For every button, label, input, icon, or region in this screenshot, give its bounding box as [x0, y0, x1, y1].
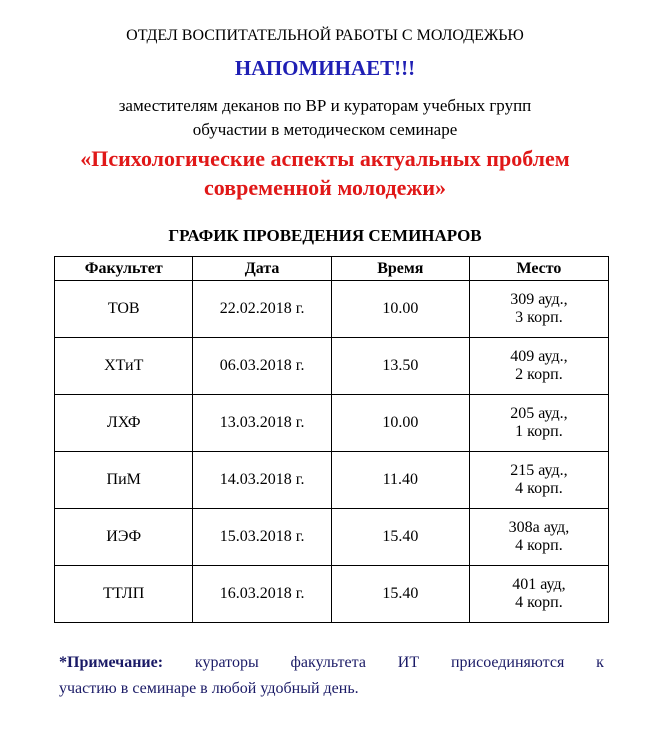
cell-date: 06.03.2018 г.	[193, 338, 331, 395]
cell-place	[469, 509, 608, 566]
footnote-label: *Примечание:	[59, 654, 164, 671]
footnote	[59, 650, 604, 702]
table-row	[55, 566, 609, 623]
place-room: 205 ауд.,	[510, 405, 568, 422]
audience-line-1: заместителям деканов по ВР и кураторам учебных групп	[118, 96, 532, 115]
place-room: 215 ауд.,	[510, 462, 568, 479]
schedule-title: ГРАФИК ПРОВЕДЕНИЯ СЕМИНАРОВ	[168, 226, 482, 245]
footnote-word: кураторы	[194, 654, 259, 671]
cell-place	[469, 395, 608, 452]
seminar-topic-line-2: современной молодежи»	[203, 175, 446, 200]
table-row	[55, 452, 609, 509]
table-row	[55, 395, 609, 452]
place-room: 309 ауд.,	[510, 291, 568, 308]
footnote-word: ИТ	[397, 654, 420, 671]
cell-date: 16.03.2018 г.	[193, 566, 331, 623]
place-room: 308а ауд,	[508, 519, 570, 536]
column-header-faculty: Факультет	[55, 257, 193, 281]
footnote-line-2: участию в семинаре в любой удобный день.	[59, 680, 359, 697]
column-header-time: Время	[331, 257, 469, 281]
place-building: 4 корп.	[515, 537, 563, 554]
cell-time: 15.40	[331, 566, 469, 623]
cell-time: 15.40	[331, 509, 469, 566]
cell-place	[469, 281, 608, 338]
footnote-word: к	[596, 654, 604, 671]
cell-time: 11.40	[331, 452, 469, 509]
cell-faculty: ТОВ	[55, 281, 193, 338]
cell-faculty: ИЭФ	[55, 509, 193, 566]
cell-faculty: ЛХФ	[55, 395, 193, 452]
table-header-row	[55, 257, 609, 281]
schedule-table	[54, 256, 609, 623]
reminder-heading: НАПОМИНАЕТ!!!	[234, 56, 416, 80]
place-building: 1 корп.	[515, 423, 563, 440]
place-building: 4 корп.	[515, 480, 563, 497]
seminar-topic-line-1: «Психологические аспекты актуальных проблем	[80, 146, 570, 171]
footnote-word: факультета	[290, 654, 366, 671]
cell-place	[469, 452, 608, 509]
cell-time: 13.50	[331, 338, 469, 395]
cell-place	[469, 566, 608, 623]
table-row	[55, 281, 609, 338]
table-row	[55, 338, 609, 395]
cell-date: 22.02.2018 г.	[193, 281, 331, 338]
place-room: 401 ауд,	[512, 576, 566, 593]
cell-faculty: ТТЛП	[55, 566, 193, 623]
footnote-line-1	[59, 650, 604, 676]
place-room: 409 ауд.,	[510, 348, 568, 365]
cell-time: 10.00	[331, 281, 469, 338]
cell-date: 14.03.2018 г.	[193, 452, 331, 509]
department-title: ОТДЕЛ ВОСПИТАТЕЛЬНОЙ РАБОТЫ С МОЛОДЕЖЬЮ	[126, 27, 524, 44]
place-building: 3 корп.	[515, 309, 563, 326]
table-row	[55, 509, 609, 566]
audience-line-2: обучастии в методическом семинаре	[192, 120, 458, 139]
place-building: 4 корп.	[515, 594, 563, 611]
place-building: 2 корп.	[515, 366, 563, 383]
footnote-word: присоединяются	[450, 654, 565, 671]
cell-place	[469, 338, 608, 395]
column-header-place: Место	[469, 257, 608, 281]
cell-date: 13.03.2018 г.	[193, 395, 331, 452]
column-header-date: Дата	[193, 257, 331, 281]
cell-faculty: ХТиТ	[55, 338, 193, 395]
cell-time: 10.00	[331, 395, 469, 452]
cell-date: 15.03.2018 г.	[193, 509, 331, 566]
cell-faculty: ПиМ	[55, 452, 193, 509]
